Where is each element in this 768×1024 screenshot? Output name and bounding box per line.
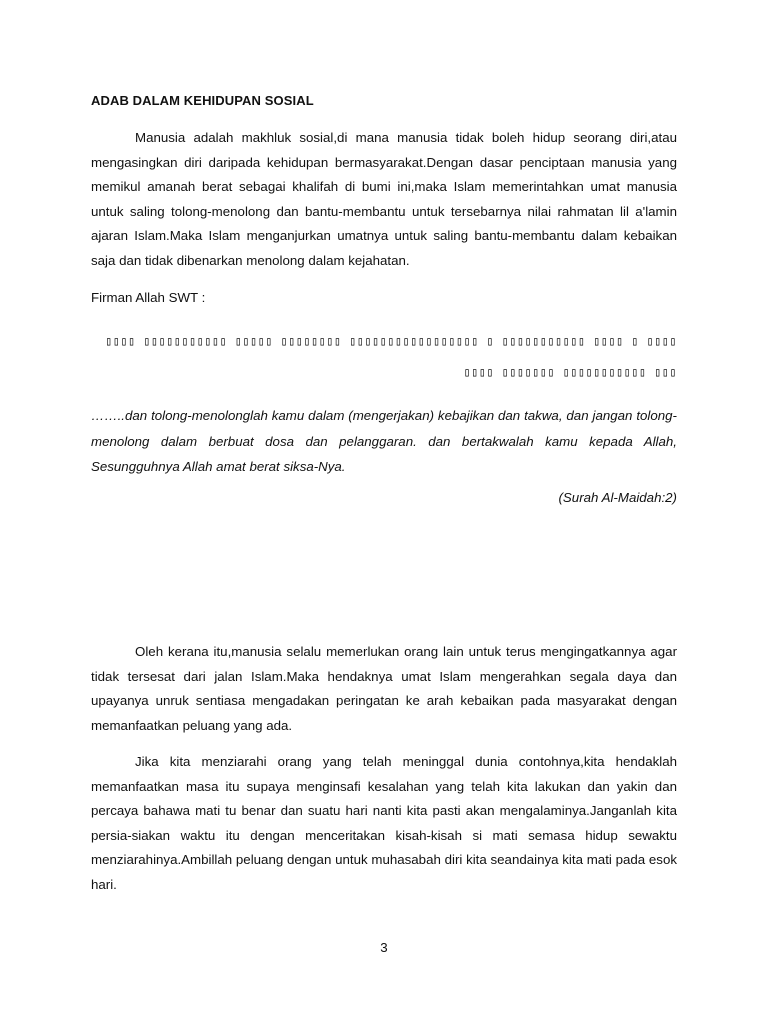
section-heading: ADAB DALAM KEHIDUPAN SOSIAL <box>91 93 314 108</box>
verse-translation: ……..dan tolong-menolonglah kamu dalam (mengerjakan) kebajikan dan takwa, dan jangan tolong-menolong dalam berbuat dosa dan pelanggaran. dan bertakwalah kamu kepada Allah, Sesungguhnya Allah amat berat siksa-Nya. <box>91 408 677 474</box>
document-page <box>91 0 677 1024</box>
page-number: 3 <box>380 940 388 955</box>
arabic-verse: ▯▯▯▯ ▯▯▯▯▯▯▯▯▯▯▯ ▯▯▯▯▯ ▯▯▯▯▯▯▯▯ ▯▯▯▯▯▯▯▯▯▯▯▯▯▯▯▯▯ ▯ ▯▯▯▯▯▯▯▯▯▯▯ ▯▯▯▯ ▯ ▯▯▯▯ ▯▯▯▯ ▯▯▯▯▯▯▯ ▯▯▯▯▯▯▯▯▯▯▯ ▯▯▯ <box>105 334 677 379</box>
paragraph-reminder: Oleh kerana itu,manusia selalu memerlukan orang lain untuk terus mengingatkannya agar tidak tersesat dari jalan Islam.Maka hendaknya umat Islam mengerahkan segala daya dan upayanya unruk sentiasa mengadakan peringatan ke arah kebaikan pada masyarakat dengan memanfaatkan peluang yang ada. <box>91 644 677 733</box>
paragraph-intro: Manusia adalah makhluk sosial,di mana manusia tidak boleh hidup seorang diri,atau mengasingkan diri daripada kehidupan bermasyarakat.Dengan dasar penciptaan manusia yang memikul amanah berat sebagai khalifah di bumi ini,maka Islam memerintahkan umat manusia untuk saling tolong-menolong dan bantu-membantu untuk tersebarnya nilai rahmatan lil a'lamin ajaran Islam.Maka Islam menganjurkan umatnya untuk saling bantu-membantu dalam kebaikan saja dan tidak dibenarkan menolong dalam kejahatan. <box>91 130 677 268</box>
verse-reference: (Surah Al-Maidah:2) <box>558 490 677 505</box>
paragraph-ziarah: Jika kita menziarahi orang yang telah meninggal dunia contohnya,kita hendaklah memanfaatkan masa itu supaya menginsafi kesalahan yang telah kita lakukan dan yakin dan percaya bahawa mati tu benar dan suatu hari nanti kita pasti akan mengalaminya.Janganlah kita persia-siakan waktu itu dengan menceritakan kisah-kisah si mati semasa hidup sewaktu menziarahinya.Ambillah peluang dengan untuk muhasabah diri kita seandainya kita mati pada esok hari. <box>91 754 677 892</box>
firman-label: Firman Allah SWT : <box>91 290 206 305</box>
